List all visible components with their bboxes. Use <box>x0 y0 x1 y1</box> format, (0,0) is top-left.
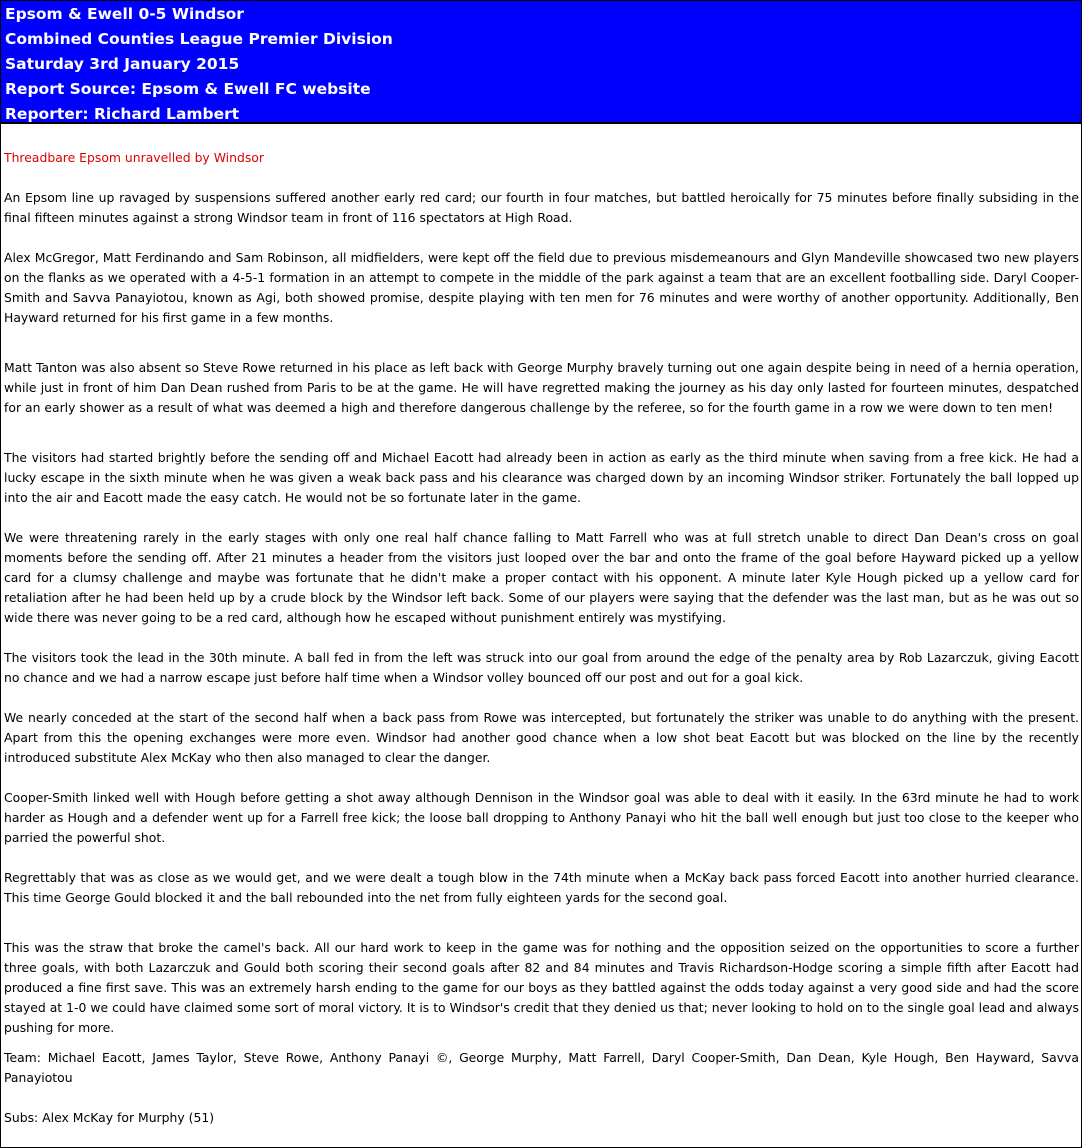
reporter: Reporter: Richard Lambert <box>5 105 240 123</box>
report-source: Report Source: Epsom & Ewell FC website <box>5 80 371 98</box>
match-date: Saturday 3rd January 2015 <box>5 55 240 73</box>
match-header <box>1 1 1081 124</box>
report-paragraph: We nearly conceded at the start of the second half when a back pass from Rowe was intercepted, but fortunately the striker was unable to do anything with the present. Apart from this the opening exchanges were more even. Windsor had another good chance when a low shot beat Eacott but was blocked on the line by the recently introduced substitute Alex McKay who then also managed to clear the danger. <box>4 710 1079 765</box>
report-paragraph: The visitors took the lead in the 30th minute. A ball fed in from the left was struck into our goal from around the edge of the penalty area by Rob Lazarczuk, giving Eacott no chance and we had a narrow escape just before half time when a Windsor volley bounced off our post and out for a goal kick. <box>4 650 1079 685</box>
report-paragraph: This was the straw that broke the camel's back. All our hard work to keep in the game was for nothing and the opposition seized on the opportunities to score a further three goals, with both Lazarczuk and Gould both scoring their second goals after 82 and 84 minutes and Travis Richardson-Hodge scoring a simple fifth after Eacott had produced a fine first save. This was an extremely harsh ending to the game for our boys as they battled against the odds today against a very good side and had the score stayed at 1-0 we could have claimed some sort of moral victory. It is to Windsor's credit that they denied us that; never looking to hold on to the single goal lead and always pushing for more. <box>4 940 1079 1035</box>
report-paragraph: An Epsom line up ravaged by suspensions suffered another early red card; our fourth in four matches, but battled heroically for 75 minutes before finally subsiding in the final fifteen minutes against a strong Windsor team in front of 116 spectators at High Road. <box>4 190 1079 225</box>
substitutes: Subs: Alex McKay for Murphy (51) <box>4 1110 215 1125</box>
report-paragraph: Matt Tanton was also absent so Steve Rowe returned in his place as left back with George Murphy bravely turning out one again despite being in need of a hernia operation, while just in front of him Dan Dean rushed from Paris to be at the game. He will have regretted making the journey as his day only lasted for fourteen minutes, despatched for an early shower as a result of what was deemed a high and therefore dangerous challenge by the referee, so for the fourth game in a row we were down to ten men! <box>4 360 1079 415</box>
report-headline: Threadbare Epsom unravelled by Windsor <box>4 150 264 165</box>
report-paragraph: Regrettably that was as close as we would get, and we were dealt a tough blow in the 74th minute when a McKay back pass forced Eacott into another hurried clearance. This time George Gould blocked it and the ball rebounded into the net from fully eighteen yards for the second goal. <box>4 870 1079 905</box>
report-paragraph: Cooper-Smith linked well with Hough before getting a shot away although Dennison in the Windsor goal was able to deal with it easily. In the 63rd minute he had to work harder as Hough and a defender went up for a Farrell free kick; the loose ball dropping to Anthony Panayi who hit the ball well enough but just too close to the keeper who parried the powerful shot. <box>4 790 1079 845</box>
report-paragraph: Alex McGregor, Matt Ferdinando and Sam Robinson, all midfielders, were kept off the field due to previous misdemeanours and Glyn Mandeville showcased two new players on the flanks as we operated with a 4-5-1 formation in an attempt to compete in the middle of the park against a team that are an excellent footballing side. Daryl Cooper-Smith and Savva Panayiotou, known as Agi, both showed promise, despite playing with ten men for 76 minutes and were worthy of another opportunity. Additionally, Ben Hayward returned for his first game in a few months. <box>4 250 1079 325</box>
report-paragraph: We were threatening rarely in the early stages with only one real half chance falling to Matt Farrell who was at full stretch unable to direct Dan Dean's cross on goal moments before the sending off. After 21 minutes a header from the visitors just looped over the bar and onto the frame of the goal before Hayward picked up a yellow card for a clumsy challenge and maybe was fortunate that he didn't make a proper contact with his opponent. A minute later Kyle Hough picked up a yellow card for retaliation after he had been held up by a crude block by the Windsor left back. Some of our players were saying that the defender was the last man, but as he was out so wide there was never going to be a red card, although how he escaped without punishment entirely was mystifying. <box>4 530 1079 625</box>
team-lineup: Team: Michael Eacott, James Taylor, Steve Rowe, Anthony Panayi ©, George Murphy, Matt Farrell, Daryl Cooper-Smith, Dan Dean, Kyle Hough, Ben Hayward, Savva Panayiotou <box>4 1050 1079 1085</box>
match-title: Epsom & Ewell 0-5 Windsor <box>5 5 244 23</box>
competition: Combined Counties League Premier Division <box>5 30 393 48</box>
report-paragraph: The visitors had started brightly before the sending off and Michael Eacott had already been in action as early as the third minute when saving from a free kick. He had a lucky escape in the sixth minute when he was given a weak back pass and his clearance was charged down by an incoming Windsor striker. Fortunately the ball lopped up into the air and Eacott made the easy catch. He would not be so fortunate later in the game. <box>4 450 1079 505</box>
